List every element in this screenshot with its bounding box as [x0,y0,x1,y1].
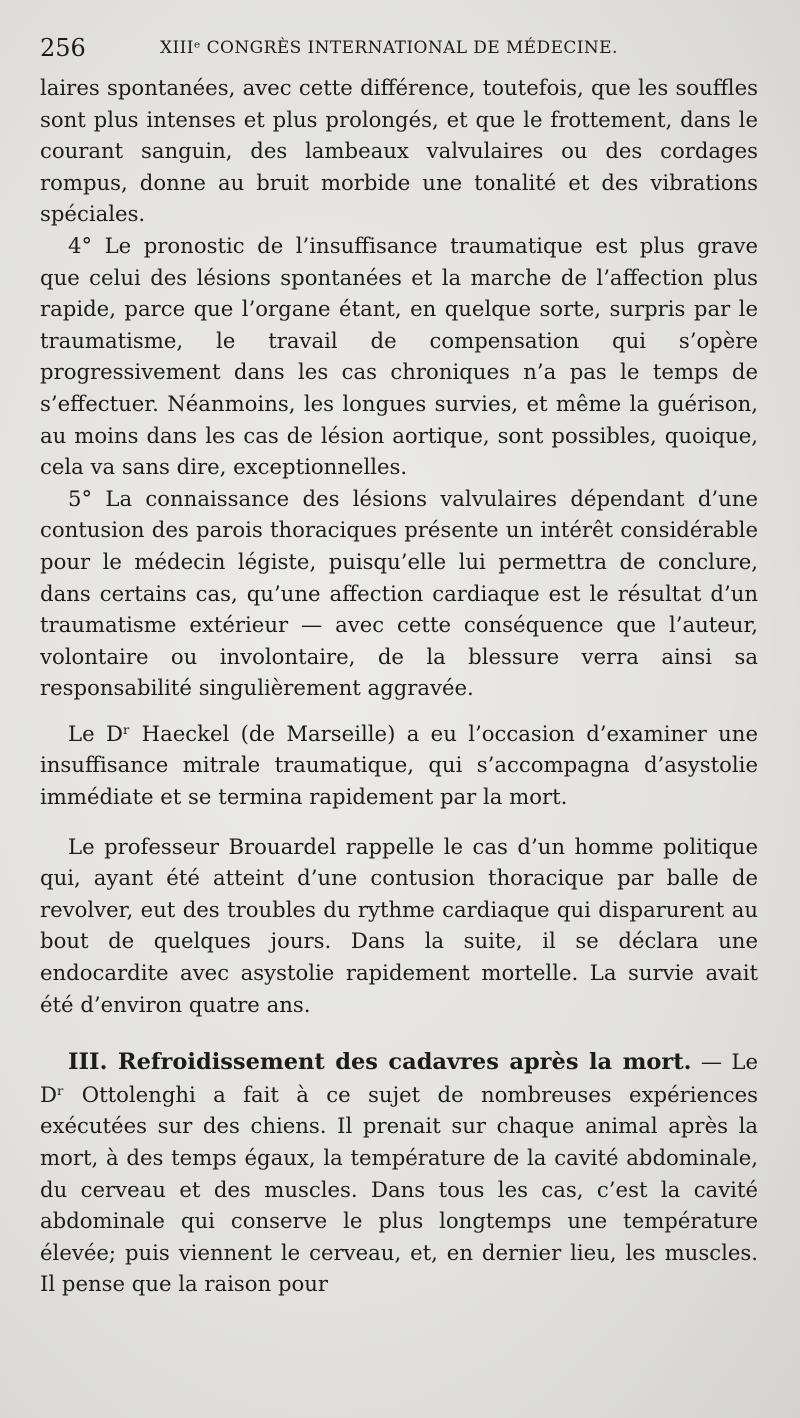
section-text: — Le Dʳ Ottolenghi a fait à ce sujet de nombreuses expériences exécutées sur des chiens. Il prenait sur chaque animal après la mort, à des temps égaux, la température de la cavité abdominale, du cerveau et des muscles. Dans tous les cas, c’est la cavité abdominale qui conserve le plus longtemps une température élevée; puis viennent le cerveau, et, en dernier lieu, les muscles. Il pense que la raison pour [40,1049,758,1297]
running-header [40,34,760,64]
running-title: XIIIᵉ CONGRÈS INTERNATIONAL DE MÉDECINE. [160,38,618,58]
section-cooling [40,1046,758,1300]
section-heading: III. Refroidissement des cadavres après la mort. [68,1049,692,1076]
paragraph-continuation: laires spontanées, avec cette différence, toutefois, que les souffles sont plus intenses et plus prolongés, et que le frottement, dans le courant sanguin, des lambeaux valvulaires ou des cordages rompus, donne au bruit morbide une tonalité et des vibrations spéciales. [40,75,758,227]
paragraph-prognosis: 4° Le pronostic de l’insuffisance traumatique est plus grave que celui des lésions spontanées et la marche de l’affection plus rapide, parce que l’organe étant, en quelque sorte, surpris par le traumatisme, le travail de compensation qui s’opère progressivement dans les cas chroniques n’a pas le temps de s’effectuer. Néanmoins, les longues survies, et même la guérison, au moins dans les cas de lésion aortique, sont possibles, quoique, cela va sans dire, exceptionnelles. [40,232,758,480]
paragraph-medicolegal: 5° La connaissance des lésions valvulaires dépendant d’une contusion des parois thoraciques présente un intérêt considérable pour le médecin légiste, puisqu’elle lui permettra de conclure, dans certains cas, qu’une affection cardiaque est le résultat d’un traumatisme extérieur — avec cette conséquence que l’auteur, volontaire ou involontaire, de la blessure verra ainsi sa responsabilité singulièrement aggravée. [40,485,758,701]
page-number: 256 [40,34,86,62]
paragraph-brouardel: Le professeur Brouardel rappelle le cas d’un homme politique qui, ayant été atteint d’une contusion thoracique par balle de revolver, eut des troubles du rythme cardiaque qui disparurent au bout de quelques jours. Dans la suite, il se déclara une endocardite avec asystolie rapidement mortelle. La survie avait été d’environ quatre ans. [40,833,758,1017]
paragraph-haeckel: Le Dʳ Haeckel (de Marseille) a eu l’occasion d’examiner une insuffisance mitrale traumatique, qui s’accompagna d’asystolie immédiate et se termina rapidement par la mort. [40,720,758,810]
body-text [40,72,758,1300]
